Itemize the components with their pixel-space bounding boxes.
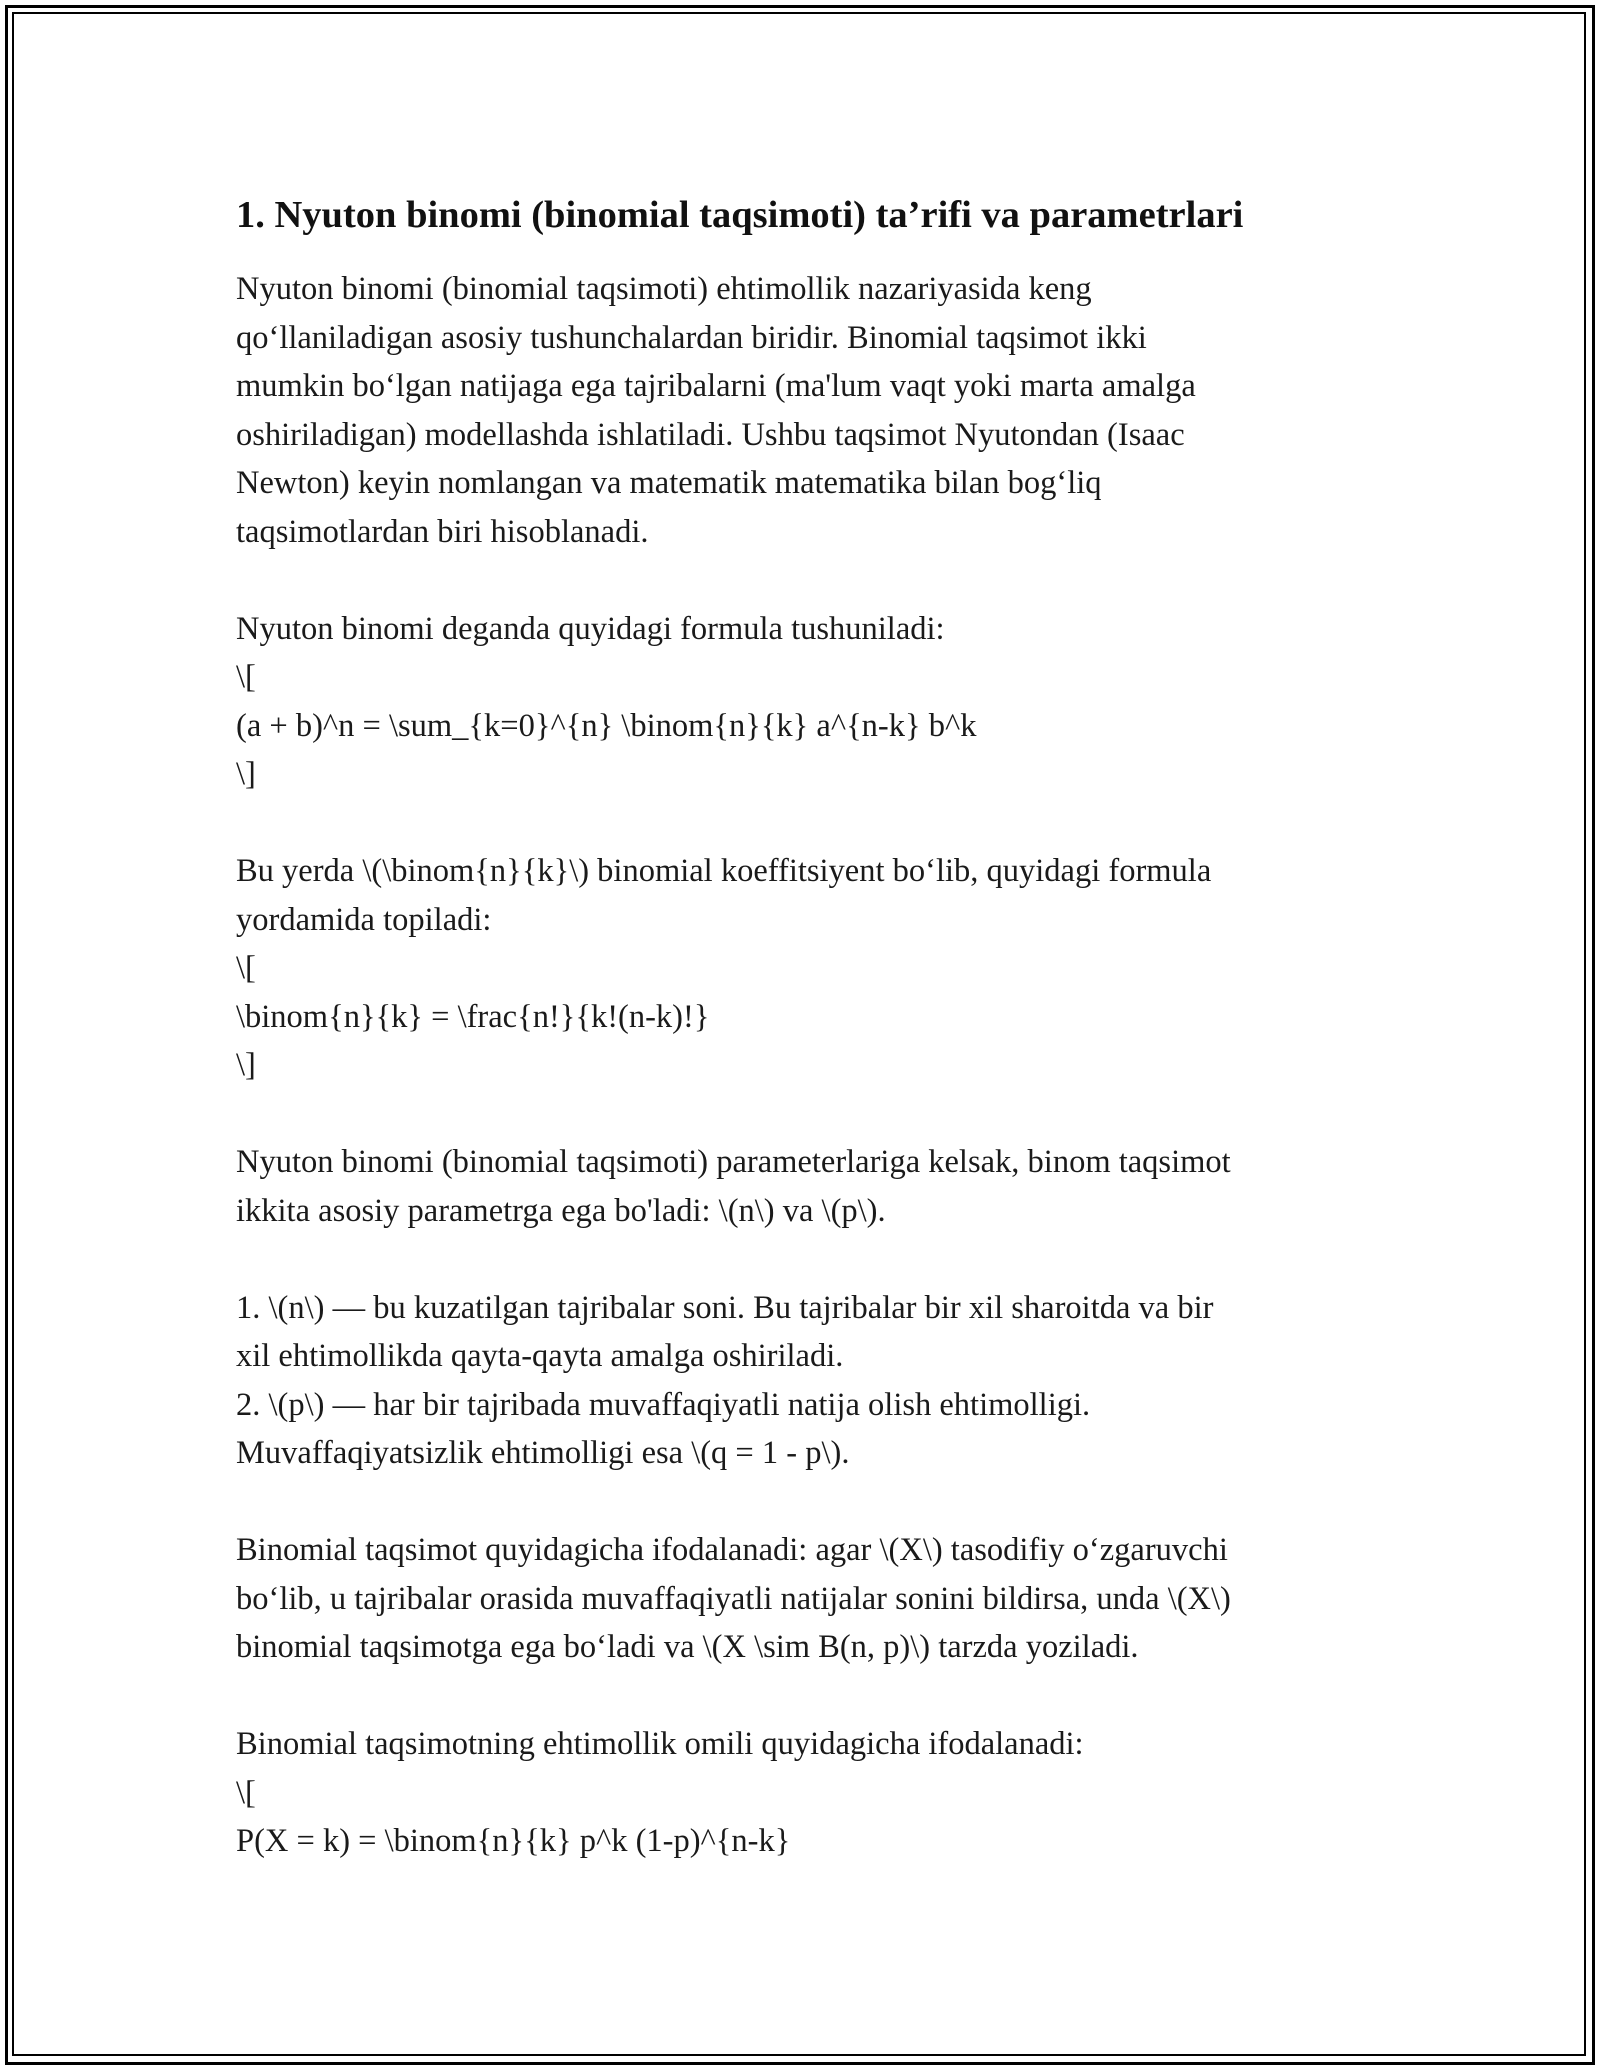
paragraph-binomial-formula: Nyuton binomi deganda quyidagi formula tushuniladi: \[ (a + b)^n = \sum_{k=0}^{n} \binom{n}{k} a^{n-k} b^k \]	[236, 610, 977, 792]
document-body	[236, 186, 1366, 1866]
paragraph-spacer	[236, 1672, 1366, 1721]
paragraph-introduction: Nyuton binomi (binomial taqsimoti) ehtimollik nazariyasida keng qo‘llaniladigan asosiy tushunchalardan biridir. Binomial taqsimot ikki mumkin bo‘lgan natijaga ega tajribalarni (ma'lum vaqt yoki marta amalga oshiriladigan) modellashda ishlatiladi. Ushbu taqsimot Nyutondan (Isaac Newton) keyin nomlangan va matematik matematika bilan bog‘liq taqsimotlardan biri hisoblanadi.	[236, 271, 1196, 550]
paragraph-parameters: Nyuton binomi (binomial taqsimoti) parameterlariga kelsak, binom taqsimot ikkita asosiy parametrga ega bo'ladi: \(n\) va \(p\).	[236, 1144, 1231, 1229]
paragraph-spacer	[236, 1478, 1366, 1527]
paragraph-binomial-coefficient: Bu yerda \(\binom{n}{k}\) binomial koeffitsiyent bo‘lib, quyidagi formula yordamida topiladi: \[ \binom{n}{k} = \frac{n!}{k!(n-k)!} \]	[236, 853, 1212, 1083]
paragraph-spacer	[236, 799, 1366, 848]
paragraph-parameter-list: 1. \(n\) — bu kuzatilgan tajribalar soni. Bu tajribalar bir xil sharoitda va bir xil ehtimollikda qayta-qayta amalga oshiriladi. 2. \(p\) — har bir tajribada muvaffaqiyatli natija olish ehtimolligi. Muvaffaqiyatsizlik ehtimolligi esa \(q = 1 - p\).	[236, 1289, 1214, 1471]
paragraph-spacer	[236, 556, 1366, 605]
paragraph-spacer	[236, 1090, 1366, 1139]
section-heading: 1. Nyuton binomi (binomial taqsimoti) ta’rifi va parametrlari	[236, 194, 1244, 236]
paragraph-spacer	[236, 1235, 1366, 1284]
paragraph-probability-function: Binomial taqsimotning ehtimollik omili quyidagicha ifodalanadi: \[ P(X = k) = \binom{n}{k} p^k (1-p)^{n-k}	[236, 1726, 1084, 1859]
paragraph-random-variable: Binomial taqsimot quyidagicha ifodalanadi: agar \(X\) tasodifiy o‘zgaruvchi bo‘lib, u tajribalar orasida muvaffaqiyatli natijalar sonini bildirsa, unda \(X\) binomial taqsimotga ega bo‘ladi va \(X \sim B(n, p)\) tarzda yoziladi.	[236, 1532, 1231, 1665]
